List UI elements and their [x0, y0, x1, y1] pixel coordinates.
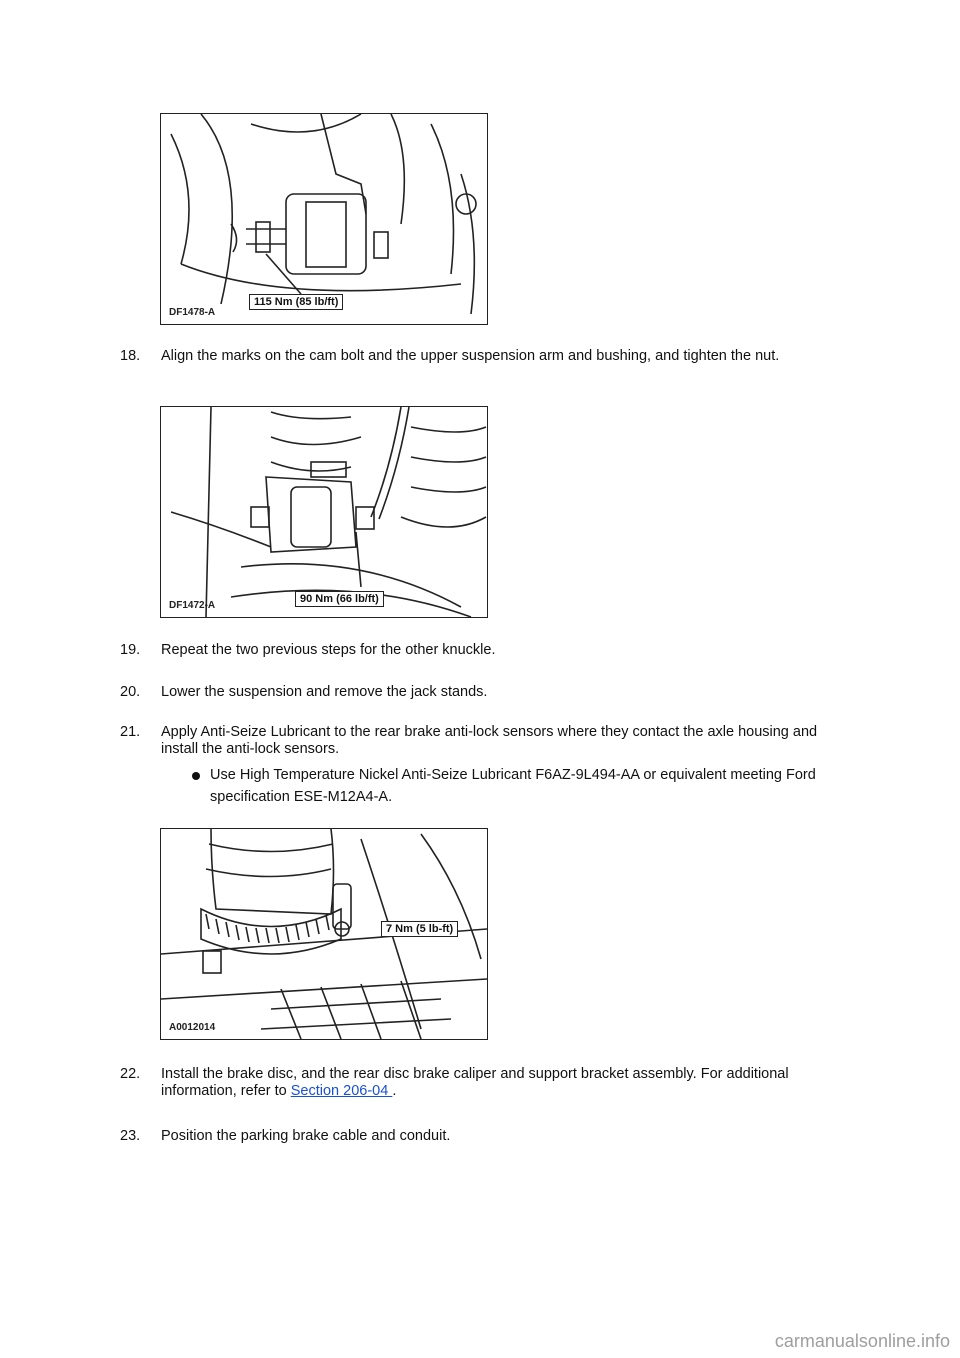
- figure-a0012014: [160, 828, 488, 1040]
- torque-callout: 90 Nm (66 lb/ft): [295, 591, 384, 607]
- bullet-icon: [192, 772, 200, 780]
- step-text: [161, 1066, 841, 1100]
- illustration-bushing-nut: [161, 407, 487, 617]
- figure-id: DF1478-A: [169, 307, 216, 318]
- step-number: 18.: [120, 348, 141, 364]
- bullet-text: Use High Temperature Nickel Anti-Seize Lubricant F6AZ-9L494-AA or equivalent meeting Ford specification ESE-M12A4-A.: [210, 767, 816, 805]
- step-text: Repeat the two previous steps for the other knuckle.: [161, 642, 496, 658]
- step-number: 21.: [120, 724, 141, 740]
- step-text: Lower the suspension and remove the jack stands.: [161, 684, 488, 700]
- figure-df1478a: [160, 113, 488, 325]
- step-text-after-link: .: [392, 1083, 397, 1099]
- step-number: 20.: [120, 684, 141, 700]
- step-number: 23.: [120, 1128, 141, 1144]
- step-number: 22.: [120, 1066, 141, 1082]
- step-number: 19.: [120, 642, 141, 658]
- figure-id: DF1472-A: [169, 600, 216, 611]
- step-text: Align the marks on the cam bolt and the upper suspension arm and bushing, and tighten the nut.: [161, 348, 780, 364]
- section-206-04-link[interactable]: Section 206-04: [290, 1083, 393, 1099]
- step-text: Position the parking brake cable and conduit.: [161, 1128, 451, 1144]
- figure-df1472a: [160, 406, 488, 618]
- illustration-cam-bolt: [161, 114, 487, 324]
- step-text: Apply Anti-Seize Lubricant to the rear brake anti-lock sensors where they contact the axle housing and install the anti-lock sensors.: [161, 724, 818, 757]
- torque-callout: 7 Nm (5 lb-ft): [381, 921, 458, 937]
- torque-callout: 115 Nm (85 lb/ft): [249, 294, 343, 310]
- step-text-before-link: Install the brake disc, and the rear disc brake caliper and support bracket assembly. For additional information, refer to: [161, 1066, 789, 1099]
- figure-id: A0012014: [169, 1022, 216, 1033]
- watermark: carmanualsonline.info: [774, 1331, 950, 1351]
